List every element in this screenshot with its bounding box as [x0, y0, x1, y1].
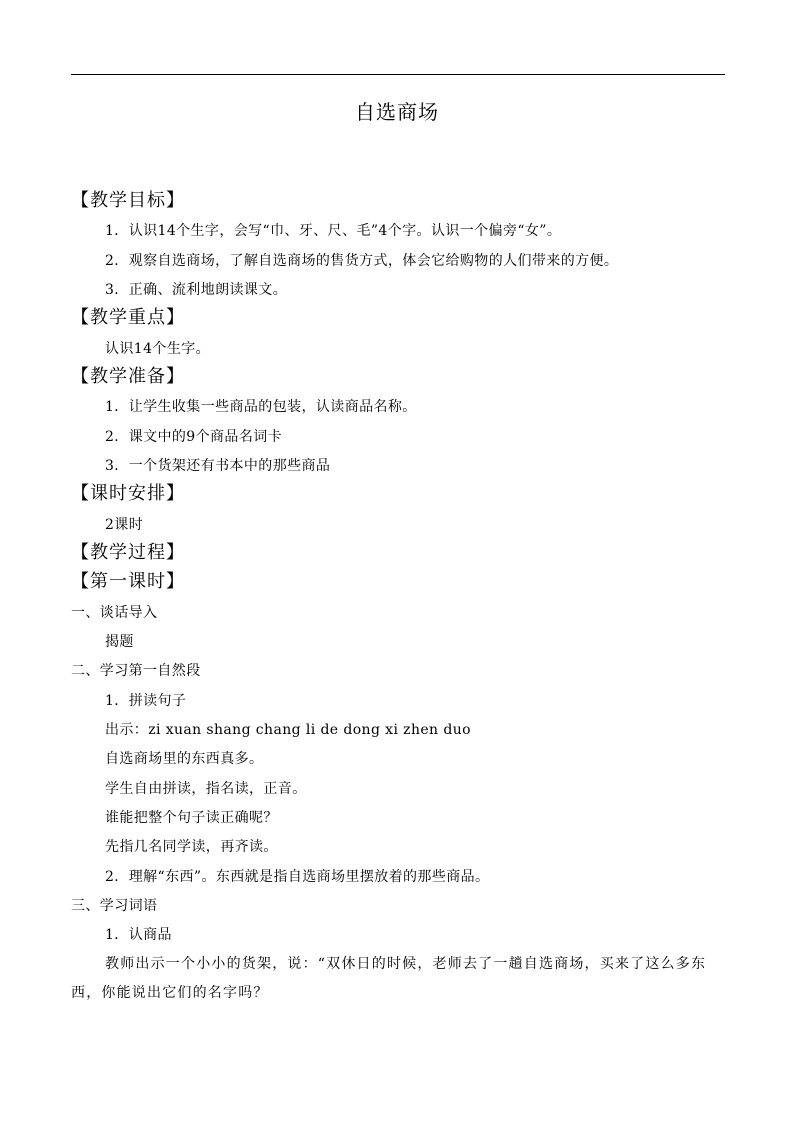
step-line: 自选商场里的东西真多。 [105, 751, 264, 767]
step-paragraph: 教师出示一个小小的货架，说：“双休日的时候，老师去了一趟自选商场，买来了这么多东西，你能说出它们的名字吗？ [71, 956, 707, 1001]
first-lesson-heading: 【第一课时】 [71, 571, 185, 592]
page-title: 自选商场 [355, 100, 439, 124]
preparation-item: 2．课文中的9个商品名词卡 [105, 429, 283, 445]
step-line: 2．理解“东西”。东西就是指自选商场里摆放着的那些商品。 [105, 869, 490, 885]
goals-heading: 【教学目标】 [71, 190, 185, 211]
step-title: 一、谈话导入 [71, 605, 158, 621]
schedule-heading: 【课时安排】 [71, 483, 185, 504]
preparation-item: 1．让学生收集一些商品的包装，认读商品名称。 [105, 399, 417, 415]
process-heading: 【教学过程】 [71, 542, 185, 563]
preparation-heading: 【教学准备】 [71, 366, 185, 387]
goals-item: 1．认识14个生字，会写“巾、牙、尺、毛”4个字。认识一个偏旁“女”。 [105, 223, 562, 239]
step-line: 1．认商品 [105, 927, 172, 943]
header-rule [71, 74, 725, 75]
goals-item: 3．正确、流利地朗读课文。 [105, 282, 288, 298]
schedule-text: 2课时 [105, 517, 144, 533]
step-title: 三、学习词语 [71, 898, 158, 914]
key-points-text: 认识14个生字。 [105, 341, 211, 357]
step-line: 揭题 [105, 634, 134, 650]
goals-item: 2．观察自选商场，了解自选商场的售货方式，体会它给购物的人们带来的方便。 [105, 253, 619, 269]
step-line: 谁能把整个句子读正确呢？ [105, 810, 278, 826]
step-line: 1．拼读句子 [105, 693, 187, 709]
step-line: 出示：zi xuan shang chang li de dong xi zhen duo [105, 722, 471, 738]
step-line: 先指几名同学读，再齐读。 [105, 839, 278, 855]
step-line: 学生自由拼读，指名读，正音。 [105, 781, 307, 797]
key-points-heading: 【教学重点】 [71, 307, 185, 328]
step-title: 二、学习第一自然段 [71, 663, 201, 679]
preparation-item: 3．一个货架还有书本中的那些商品 [105, 458, 331, 474]
